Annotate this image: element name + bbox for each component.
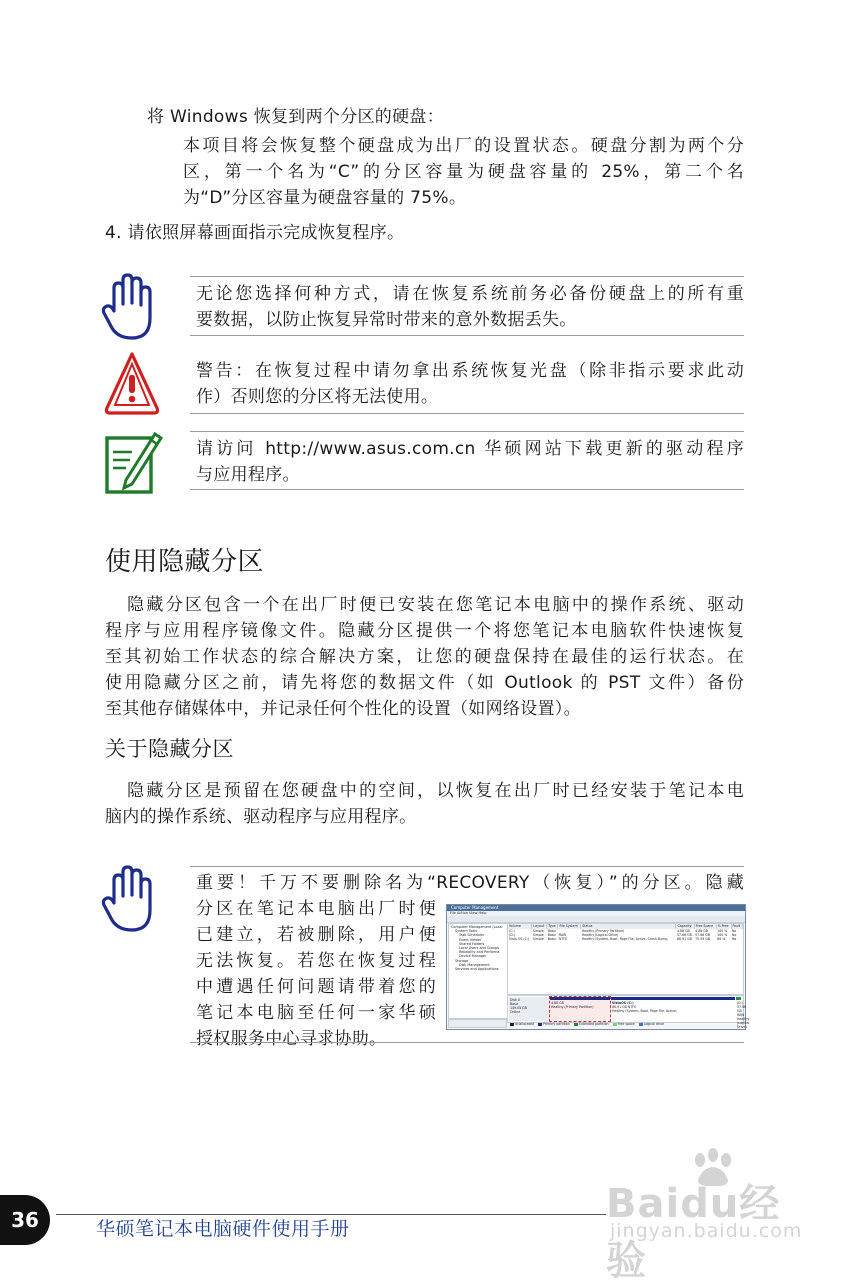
legend-item: Unallocated — [515, 1022, 534, 1026]
volume-list — [507, 923, 744, 995]
important-line-3: 无法恢复。若您在恢复过程 — [196, 951, 436, 971]
hand-stop-icon — [100, 272, 160, 342]
note-divider — [190, 1042, 744, 1043]
note-3-line-2: 与应用程序。 — [196, 465, 300, 485]
important-line-6: 授权服务中心寻求协助。 — [196, 1029, 387, 1049]
cell: 4.88 GB — [695, 929, 708, 933]
disk-size: 149.05 GB — [510, 1006, 527, 1010]
tree-item: Services and Applications — [455, 967, 499, 972]
legend-item: Extended partition — [578, 1022, 609, 1026]
about-line-1: 隐藏分区是预留在您硬盘中的空间，以恢复在出厂时已经安装于笔记本电 — [127, 781, 744, 801]
important-line-2: 已建立，若被删除，用户便 — [196, 925, 436, 945]
cell: No — [732, 933, 737, 938]
cell: No — [732, 937, 737, 942]
col-header: Free Space — [694, 924, 716, 929]
scrollbar — [448, 1019, 507, 1028]
cell: NTFS — [558, 937, 568, 942]
footer-divider — [56, 1214, 606, 1215]
table-row — [508, 937, 743, 941]
col-header: Status — [581, 924, 676, 929]
partition-size: 57.66 GB RAW — [737, 1005, 747, 1017]
tree-item: Shared Folders — [459, 941, 485, 946]
cell: Healthy (Logical Drive) — [581, 933, 619, 938]
disk-management-screenshot — [446, 904, 750, 1030]
partition-c — [611, 997, 735, 1021]
note-divider — [190, 276, 744, 277]
page-number: 36 — [0, 1195, 50, 1245]
note-divider — [190, 413, 744, 414]
disk-type: Basic — [510, 1002, 519, 1006]
note-1-line-2: 要数据，以防止恢复异常时带来的意外数据丢失。 — [196, 310, 577, 330]
important-first-line: 重要！千万不要删除名为“RECOVERY（恢复）”的分区。隐藏 — [196, 873, 744, 893]
note-3-line-1: 请访问 http://www.asus.com.cn 华硕网站下载更新的驱动程序 — [196, 439, 744, 459]
cell: (C:) — [509, 929, 515, 933]
cell: 100 % — [717, 933, 728, 938]
hidden-para-line-5: 至其他存储媒体中，并记录任何个性化的设置（如网络设置）。 — [105, 699, 581, 719]
note-divider — [190, 866, 744, 867]
note-1-line-1: 无论您选择何种方式，请在恢复系统前务必备份硬盘上的所有重 — [196, 284, 744, 304]
partition-size: 4.88 GB — [551, 1001, 564, 1005]
tree-item: System Tools — [455, 929, 478, 934]
restore-option-heading: 将 Windows 恢复到两个分区的硬盘： — [147, 107, 444, 127]
restore-desc-line-3: 为“D”分区容量为硬盘容量的 75%。 — [183, 188, 467, 208]
tree-item: Device Manager — [459, 954, 487, 959]
hidden-para-line-4: 使用隐藏分区之前，请先将您的数据文件（如 Outlook 的 PST 文件）备份 — [105, 673, 744, 693]
note-2-line-2: 作）否则您的分区将无法使用。 — [196, 387, 439, 407]
cell: (D:) — [509, 933, 516, 938]
about-line-2: 脑内的操作系统、驱动程序与应用程序。 — [105, 807, 417, 827]
disk-legend — [507, 1021, 744, 1028]
col-header: Type — [547, 924, 558, 929]
cell: 4.88 GB — [676, 929, 690, 933]
important-line-1: 分区在笔记本电脑出厂时便 — [196, 899, 436, 919]
restore-desc-line-1: 本项目将会恢复整个硬盘成为出厂的设置状态。硬盘分割为两个分 — [183, 136, 744, 156]
cell: Simple — [532, 933, 544, 938]
legend-item: Logical drive — [643, 1022, 664, 1026]
console-tree — [448, 923, 509, 1019]
col-header: File System — [558, 924, 581, 929]
note-divider — [190, 335, 744, 336]
col-header: Capacity — [676, 924, 694, 929]
cell: No — [732, 929, 737, 933]
section-title: 使用隐藏分区 — [105, 547, 265, 577]
partition-recovery — [550, 997, 610, 1021]
hidden-para-line-1: 隐藏分区包含一个在出厂时便已安装在您笔记本电脑中的操作系统、驱动 — [127, 595, 744, 615]
note-2-line-1: 警告：在恢复过程中请勿拿出系统恢复光盘（除非指示要求此动 — [196, 361, 744, 381]
col-header: Fault — [731, 924, 743, 929]
restore-desc-line-2: 区，第一个名为“C”的分区容量为硬盘容量的 25%，第二个名 — [183, 162, 744, 182]
cell: 86.91 GB — [676, 937, 692, 942]
watermark-url: jingyan.baidu.com — [610, 1220, 803, 1242]
subsection-title: 关于隐藏分区 — [105, 737, 234, 761]
cell: 57.66 GB — [676, 933, 692, 938]
cell: 86 % — [717, 937, 726, 942]
tree-item: Task Scheduler — [459, 933, 485, 938]
cell: 100 % — [717, 929, 728, 933]
partition-size: 86.91 GB NTFS — [612, 1005, 636, 1009]
tree-item: Disk Management — [459, 962, 490, 967]
cell: 75.59 GB — [695, 937, 710, 942]
cell: Healthy (Primary Partition) — [581, 929, 625, 933]
cell: Basic — [547, 929, 557, 933]
tree-item: Reliability and Performa — [459, 950, 500, 955]
legend-item: Free space — [617, 1022, 635, 1026]
partition-name: VistaOS (C:) — [612, 1001, 634, 1005]
hidden-para-line-2: 程序与应用程序镜像文件。隐藏分区提供一个将您笔记本电脑软件快速恢复 — [105, 621, 744, 641]
hand-stop-icon — [100, 864, 160, 934]
col-header: Layout — [532, 924, 547, 929]
note-divider — [190, 489, 744, 490]
baidu-watermark — [606, 1148, 806, 1284]
window-title: Computer Management — [447, 905, 745, 911]
tree-item: Event Viewer — [459, 937, 482, 942]
partition-d — [736, 997, 750, 1029]
partition-status: Healthy (Primary Partition) — [551, 1005, 594, 1009]
note-divider — [190, 431, 744, 432]
cell: Vista OS (C:) — [509, 937, 530, 942]
col-header: Volume — [508, 924, 532, 929]
disk-label — [509, 997, 549, 1021]
cell: Basic — [547, 937, 557, 942]
disk-name: Disk 0 — [510, 998, 520, 1002]
note-pen-icon — [102, 428, 164, 496]
col-header: % Free — [716, 924, 731, 929]
menu-bar: File Action View Help — [447, 911, 745, 916]
cell: Simple — [532, 929, 544, 933]
step-4: 4. 请依照屏幕画面指示完成恢复程序。 — [105, 223, 405, 243]
warning-triangle-icon — [102, 350, 162, 418]
disk-status: Online — [510, 1010, 521, 1014]
cell: Healthy (System, Boot, Page File, Active, Crash Dump, — [581, 937, 669, 942]
toolbar — [447, 916, 745, 923]
cell: RAW — [558, 933, 567, 938]
important-line-5: 笔记本电脑至任何一家华硕 — [196, 1003, 436, 1023]
legend-item: Primary partition — [542, 1022, 570, 1026]
partition-status: Healthy (Logical Drive) — [737, 1017, 750, 1029]
partition-status: Healthy (System, Boot, Page File, Active, — [612, 1009, 677, 1013]
tree-item: Storage — [455, 958, 469, 963]
watermark-logo: Baidu经验 — [606, 1181, 781, 1284]
cell: 57.66 GB — [695, 933, 710, 938]
partition-name: (D:) — [737, 1001, 744, 1005]
cell: Simple — [532, 937, 544, 942]
important-line-4: 中遭遇任何问题请带着您的 — [196, 977, 436, 997]
hidden-para-line-3: 至其初始工作状态的综合解决方案，让您的硬盘保持在最佳的运行状态。在 — [105, 647, 744, 667]
cell: Basic — [547, 933, 557, 938]
tree-item: Computer Management (Local — [451, 925, 503, 929]
manual-title: 华硕笔记本电脑硬件使用手册 — [96, 1218, 350, 1240]
tree-item: Local Users and Groups — [459, 946, 499, 951]
